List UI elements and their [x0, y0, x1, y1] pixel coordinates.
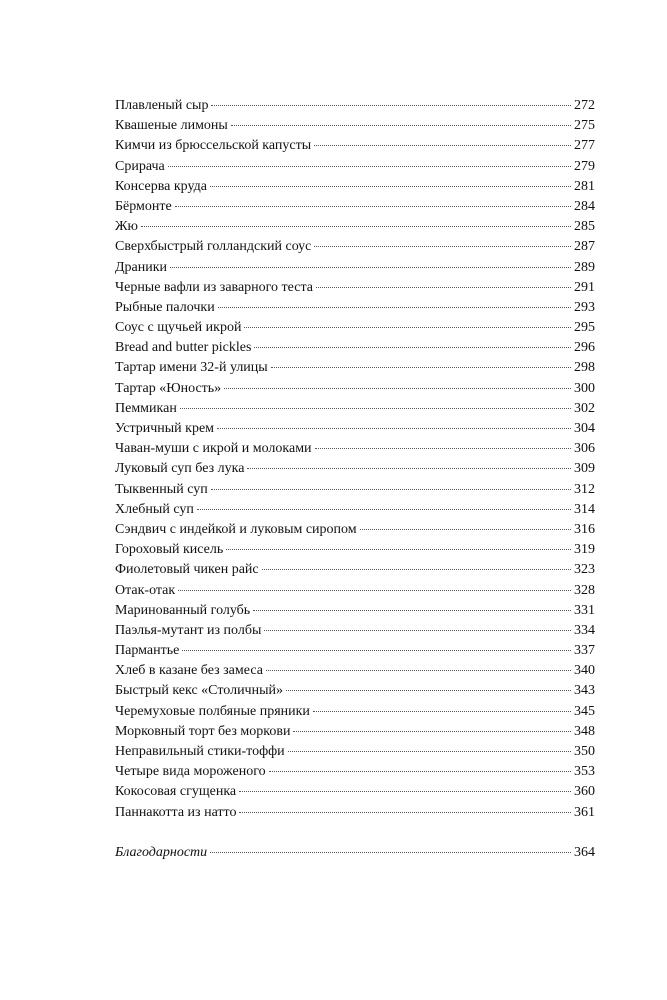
- toc-entry-title: Соус с щучьей икрой: [115, 320, 242, 336]
- toc-entry-title: Хлебный суп: [115, 501, 194, 517]
- toc-dot-leader: [286, 690, 571, 691]
- toc-entry[interactable]: [115, 197, 595, 217]
- toc-entry[interactable]: [115, 278, 595, 298]
- toc-entry[interactable]: [115, 298, 595, 318]
- toc-entry[interactable]: [115, 379, 595, 399]
- toc-entry-page: 304: [574, 421, 595, 436]
- toc-dot-leader: [210, 186, 571, 187]
- toc-dot-leader: [316, 287, 571, 288]
- toc-entry[interactable]: [115, 681, 595, 701]
- toc-entry-page: 287: [574, 239, 595, 255]
- toc-entry-title: Срирача: [115, 158, 165, 174]
- toc-entry-title: Черные вафли из заварного теста: [115, 279, 313, 295]
- toc-dot-leader: [217, 428, 571, 429]
- toc-entry-page: 279: [574, 158, 595, 174]
- toc-entry-page: 296: [574, 340, 595, 356]
- toc-entry-title: Отак-отак: [115, 582, 176, 598]
- toc-entry[interactable]: [115, 702, 595, 722]
- toc-entry-page: 353: [574, 764, 595, 780]
- toc-dot-leader: [211, 489, 571, 490]
- toc-entry[interactable]: [115, 116, 595, 136]
- toc-entry[interactable]: [115, 177, 595, 197]
- toc-entry-title: Луковый суп без лука: [115, 461, 245, 477]
- toc-entry[interactable]: [115, 581, 595, 601]
- toc-entry[interactable]: [115, 399, 595, 419]
- toc-entry-title: Bread and butter pickles: [115, 340, 252, 356]
- toc-entry[interactable]: [115, 803, 595, 823]
- toc-dot-leader: [253, 610, 571, 611]
- toc-entry-page: 314: [574, 501, 595, 517]
- toc-entry-title: Фиолетовый чикен райс: [115, 562, 259, 578]
- toc-entry-page: 289: [574, 259, 595, 275]
- toc-dot-leader: [180, 408, 571, 409]
- toc-entry-page: 337: [574, 643, 595, 659]
- toc-entry-page: 348: [574, 723, 595, 739]
- toc-entry-page: 350: [574, 744, 595, 759]
- toc-entry-title: Драники: [115, 259, 168, 275]
- toc-dot-leader: [293, 731, 571, 732]
- toc-entry[interactable]: [115, 318, 595, 338]
- toc-entry[interactable]: [115, 258, 595, 278]
- toc-dot-leader: [218, 307, 571, 308]
- toc-entry-page: 293: [574, 299, 595, 315]
- toc-entry-title: Благодарности: [115, 845, 208, 860]
- toc-entry-title: Сэндвич с индейкой и луковым сиропом: [115, 521, 357, 537]
- toc-dot-leader: [254, 347, 571, 348]
- toc-entry-page: 295: [574, 320, 595, 336]
- toc-entry-page: 331: [574, 602, 595, 618]
- toc-dot-leader: [141, 226, 571, 227]
- toc-entry[interactable]: [115, 621, 595, 641]
- toc-dot-leader: [315, 448, 571, 449]
- toc-entry[interactable]: [115, 459, 595, 479]
- toc-entry-page: 343: [574, 683, 595, 699]
- toc-dot-leader: [271, 367, 571, 368]
- toc-entry[interactable]: [115, 237, 595, 257]
- toc-entry-title: Пеммикан: [115, 400, 177, 416]
- toc-entry-title: Чаван-муши с икрой и молоками: [115, 441, 312, 457]
- toc-dot-leader: [244, 327, 571, 328]
- toc-entry[interactable]: [115, 96, 595, 116]
- toc-entry[interactable]: [115, 520, 595, 540]
- toc-dot-leader: [197, 509, 571, 510]
- toc-entry-title: Сверхбыстрый голландский соус: [115, 239, 312, 255]
- toc-entry-page: 277: [574, 138, 595, 154]
- toc-entry-page: 319: [574, 542, 595, 558]
- toc-dot-leader: [247, 468, 571, 469]
- toc-entry[interactable]: [115, 540, 595, 560]
- toc-entry-title: Четыре вида мороженого: [115, 764, 266, 780]
- toc-dot-leader: [288, 751, 571, 752]
- toc-dot-leader: [266, 670, 571, 671]
- toc-dot-leader: [231, 125, 571, 126]
- toc-entry-title: Пармантье: [115, 643, 180, 659]
- toc-entry-title: Кимчи из брюссельской капусты: [115, 138, 312, 154]
- toc-entry[interactable]: [115, 500, 595, 520]
- toc-entry-page: 306: [574, 441, 595, 457]
- toc-entry-page: 316: [574, 521, 595, 537]
- toc-entry-title: Паэлья-мутант из полбы: [115, 622, 262, 638]
- toc-entry-title: Устричный крем: [115, 421, 215, 436]
- toc-entry-page: 302: [574, 400, 595, 416]
- toc-entry-page: 291: [574, 279, 595, 295]
- toc-entry-page: 275: [574, 118, 595, 134]
- toc-entry[interactable]: [115, 762, 595, 782]
- toc-entry-page: 300: [574, 380, 595, 396]
- toc-entry-page: 309: [574, 461, 595, 477]
- toc-entry-page: 328: [574, 582, 595, 598]
- toc-entry-acknowledgements[interactable]: [115, 843, 595, 863]
- toc-entry-page: 340: [574, 663, 595, 679]
- toc-dot-leader: [170, 267, 571, 268]
- toc-dot-leader: [314, 246, 571, 247]
- toc-dot-leader: [224, 388, 571, 389]
- toc-dot-leader: [262, 569, 571, 570]
- toc-entry-title: Кокосовая сгущенка: [115, 784, 237, 800]
- toc-entry-page: 361: [574, 804, 595, 820]
- toc-entry-page: 323: [574, 562, 595, 578]
- toc-entry[interactable]: [115, 641, 595, 661]
- toc-entry-title: Морковный торт без моркови: [115, 723, 291, 739]
- toc-dot-leader: [239, 791, 571, 792]
- toc-entry[interactable]: [115, 338, 595, 358]
- toc-entry-title: Консерва круда: [115, 178, 207, 194]
- toc-entry-title: Рыбные палочки: [115, 299, 215, 315]
- toc-entry-page: 285: [574, 219, 595, 235]
- toc-entry[interactable]: [115, 439, 595, 459]
- toc-entry-title: Гороховый кисель: [115, 542, 224, 558]
- toc-entry[interactable]: [115, 217, 595, 237]
- toc-entry[interactable]: [115, 742, 595, 762]
- toc-entry-page: 281: [574, 178, 595, 194]
- toc-entry-page: 334: [574, 622, 595, 638]
- toc-entry-title: Бёрмонте: [115, 198, 172, 214]
- toc-entry-page: 272: [574, 98, 595, 113]
- toc-dot-leader: [313, 711, 571, 712]
- toc-dot-leader: [226, 549, 571, 550]
- toc-dot-leader: [314, 145, 571, 146]
- toc-entry-title: Быстрый кекс «Столичный»: [115, 683, 283, 699]
- toc-entry[interactable]: [115, 560, 595, 580]
- toc-dot-leader: [269, 771, 571, 772]
- toc-dot-leader: [182, 650, 571, 651]
- toc-entry[interactable]: [115, 661, 595, 681]
- toc-entry-title: Неправильный стики-тоффи: [115, 744, 285, 759]
- toc-entry-title: Плавленый сыр: [115, 98, 209, 113]
- toc-entry-title: Маринованный голубь: [115, 602, 251, 618]
- toc-entry-title: Тыквенный суп: [115, 481, 208, 497]
- toc-entry-title: Хлеб в казане без замеса: [115, 663, 263, 679]
- toc-entry[interactable]: [115, 136, 595, 156]
- toc-dot-leader: [210, 852, 571, 853]
- toc-entry[interactable]: [115, 722, 595, 742]
- toc-entry-title: Квашеные лимоны: [115, 118, 228, 134]
- toc-dot-leader: [360, 529, 571, 530]
- toc-entry[interactable]: [115, 480, 595, 500]
- table-of-contents: [115, 96, 595, 823]
- toc-entry-page: 364: [574, 845, 595, 860]
- toc-entry[interactable]: [115, 419, 595, 439]
- toc-dot-leader: [178, 590, 571, 591]
- toc-entry-title: Жю: [115, 219, 139, 235]
- toc-entry[interactable]: [115, 157, 595, 177]
- toc-entry-page: 284: [574, 198, 595, 214]
- toc-dot-leader: [211, 105, 571, 106]
- toc-entry-title: Тартар имени 32-й улицы: [115, 360, 268, 376]
- toc-entry[interactable]: [115, 782, 595, 802]
- toc-entry-page: 312: [574, 481, 595, 497]
- toc-dot-leader: [239, 812, 571, 813]
- toc-entry[interactable]: [115, 358, 595, 378]
- toc-entry-page: 360: [574, 784, 595, 800]
- toc-dot-leader: [264, 630, 571, 631]
- toc-entry-title: Паннакотта из натто: [115, 804, 237, 820]
- toc-entry-page: 298: [574, 360, 595, 376]
- toc-entry-title: Тартар «Юность»: [115, 380, 222, 396]
- toc-entry[interactable]: [115, 601, 595, 621]
- toc-dot-leader: [168, 166, 571, 167]
- toc-entry-page: 345: [574, 703, 595, 719]
- toc-entry-title: Черемуховые полбяные пряники: [115, 703, 310, 719]
- toc-dot-leader: [175, 206, 571, 207]
